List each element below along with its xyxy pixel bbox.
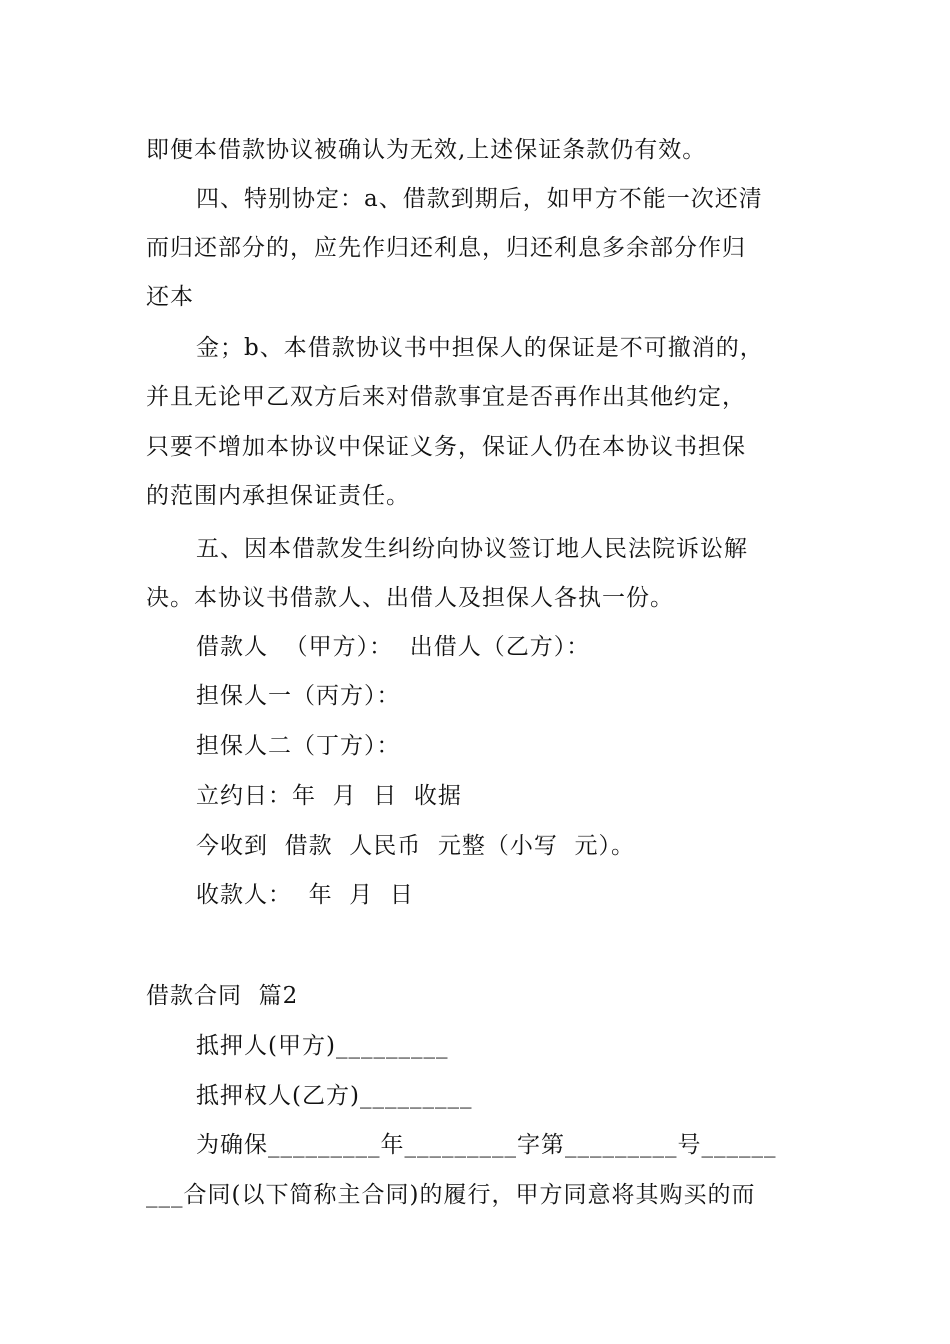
receipt-line: 今收到 借款 人民币 元整（小写 元）。 (196, 833, 635, 859)
signature-line-guarantor-2: 担保人二（丁方）： (196, 733, 401, 759)
text-line: 而归还部分的，应先作归还利息，归还利息多余部分作归 (146, 235, 746, 261)
text-line: ___合同(以下简称主合同)的履行，甲方同意将其购买的而 (146, 1182, 756, 1208)
text-line: 决。本协议书借款人、出借人及担保人各执一份。 (146, 585, 674, 611)
text-line: 的范围内承担保证责任。 (146, 483, 410, 509)
text-line: 金；b、本借款协议书中担保人的保证是不可撤消的， (196, 335, 764, 361)
text-line: 四、特别协定：a、借款到期后，如甲方不能一次还清 (196, 186, 763, 212)
text-line: 还本 (146, 284, 194, 310)
section-title: 借款合同 篇2 (146, 983, 299, 1009)
text-line: 只要不增加本协议中保证义务，保证人仍在本协议书担保 (146, 434, 746, 460)
payee-line: 收款人： 年 月 日 (196, 882, 414, 908)
text-line: 为确保_________年_________字第_________号______ (196, 1132, 777, 1158)
date-line: 立约日：年 月 日 收据 (196, 783, 462, 809)
text-line: 抵押权人(乙方)_________ (196, 1083, 473, 1109)
signature-line-borrower-lender: 借款人 （甲方）： 出借人（乙方）： (196, 634, 591, 660)
signature-line-guarantor-1: 担保人一（丙方）： (196, 683, 401, 709)
text-line: 五、因本借款发生纠纷向协议签订地人民法院诉讼解 (196, 536, 748, 562)
text-line: 即便本借款协议被确认为无效,上述保证条款仍有效。 (146, 137, 707, 163)
text-line: 并且无论甲乙双方后来对借款事宜是否再作出其他约定， (146, 384, 746, 410)
text-line: 抵押人(甲方)_________ (196, 1033, 449, 1059)
